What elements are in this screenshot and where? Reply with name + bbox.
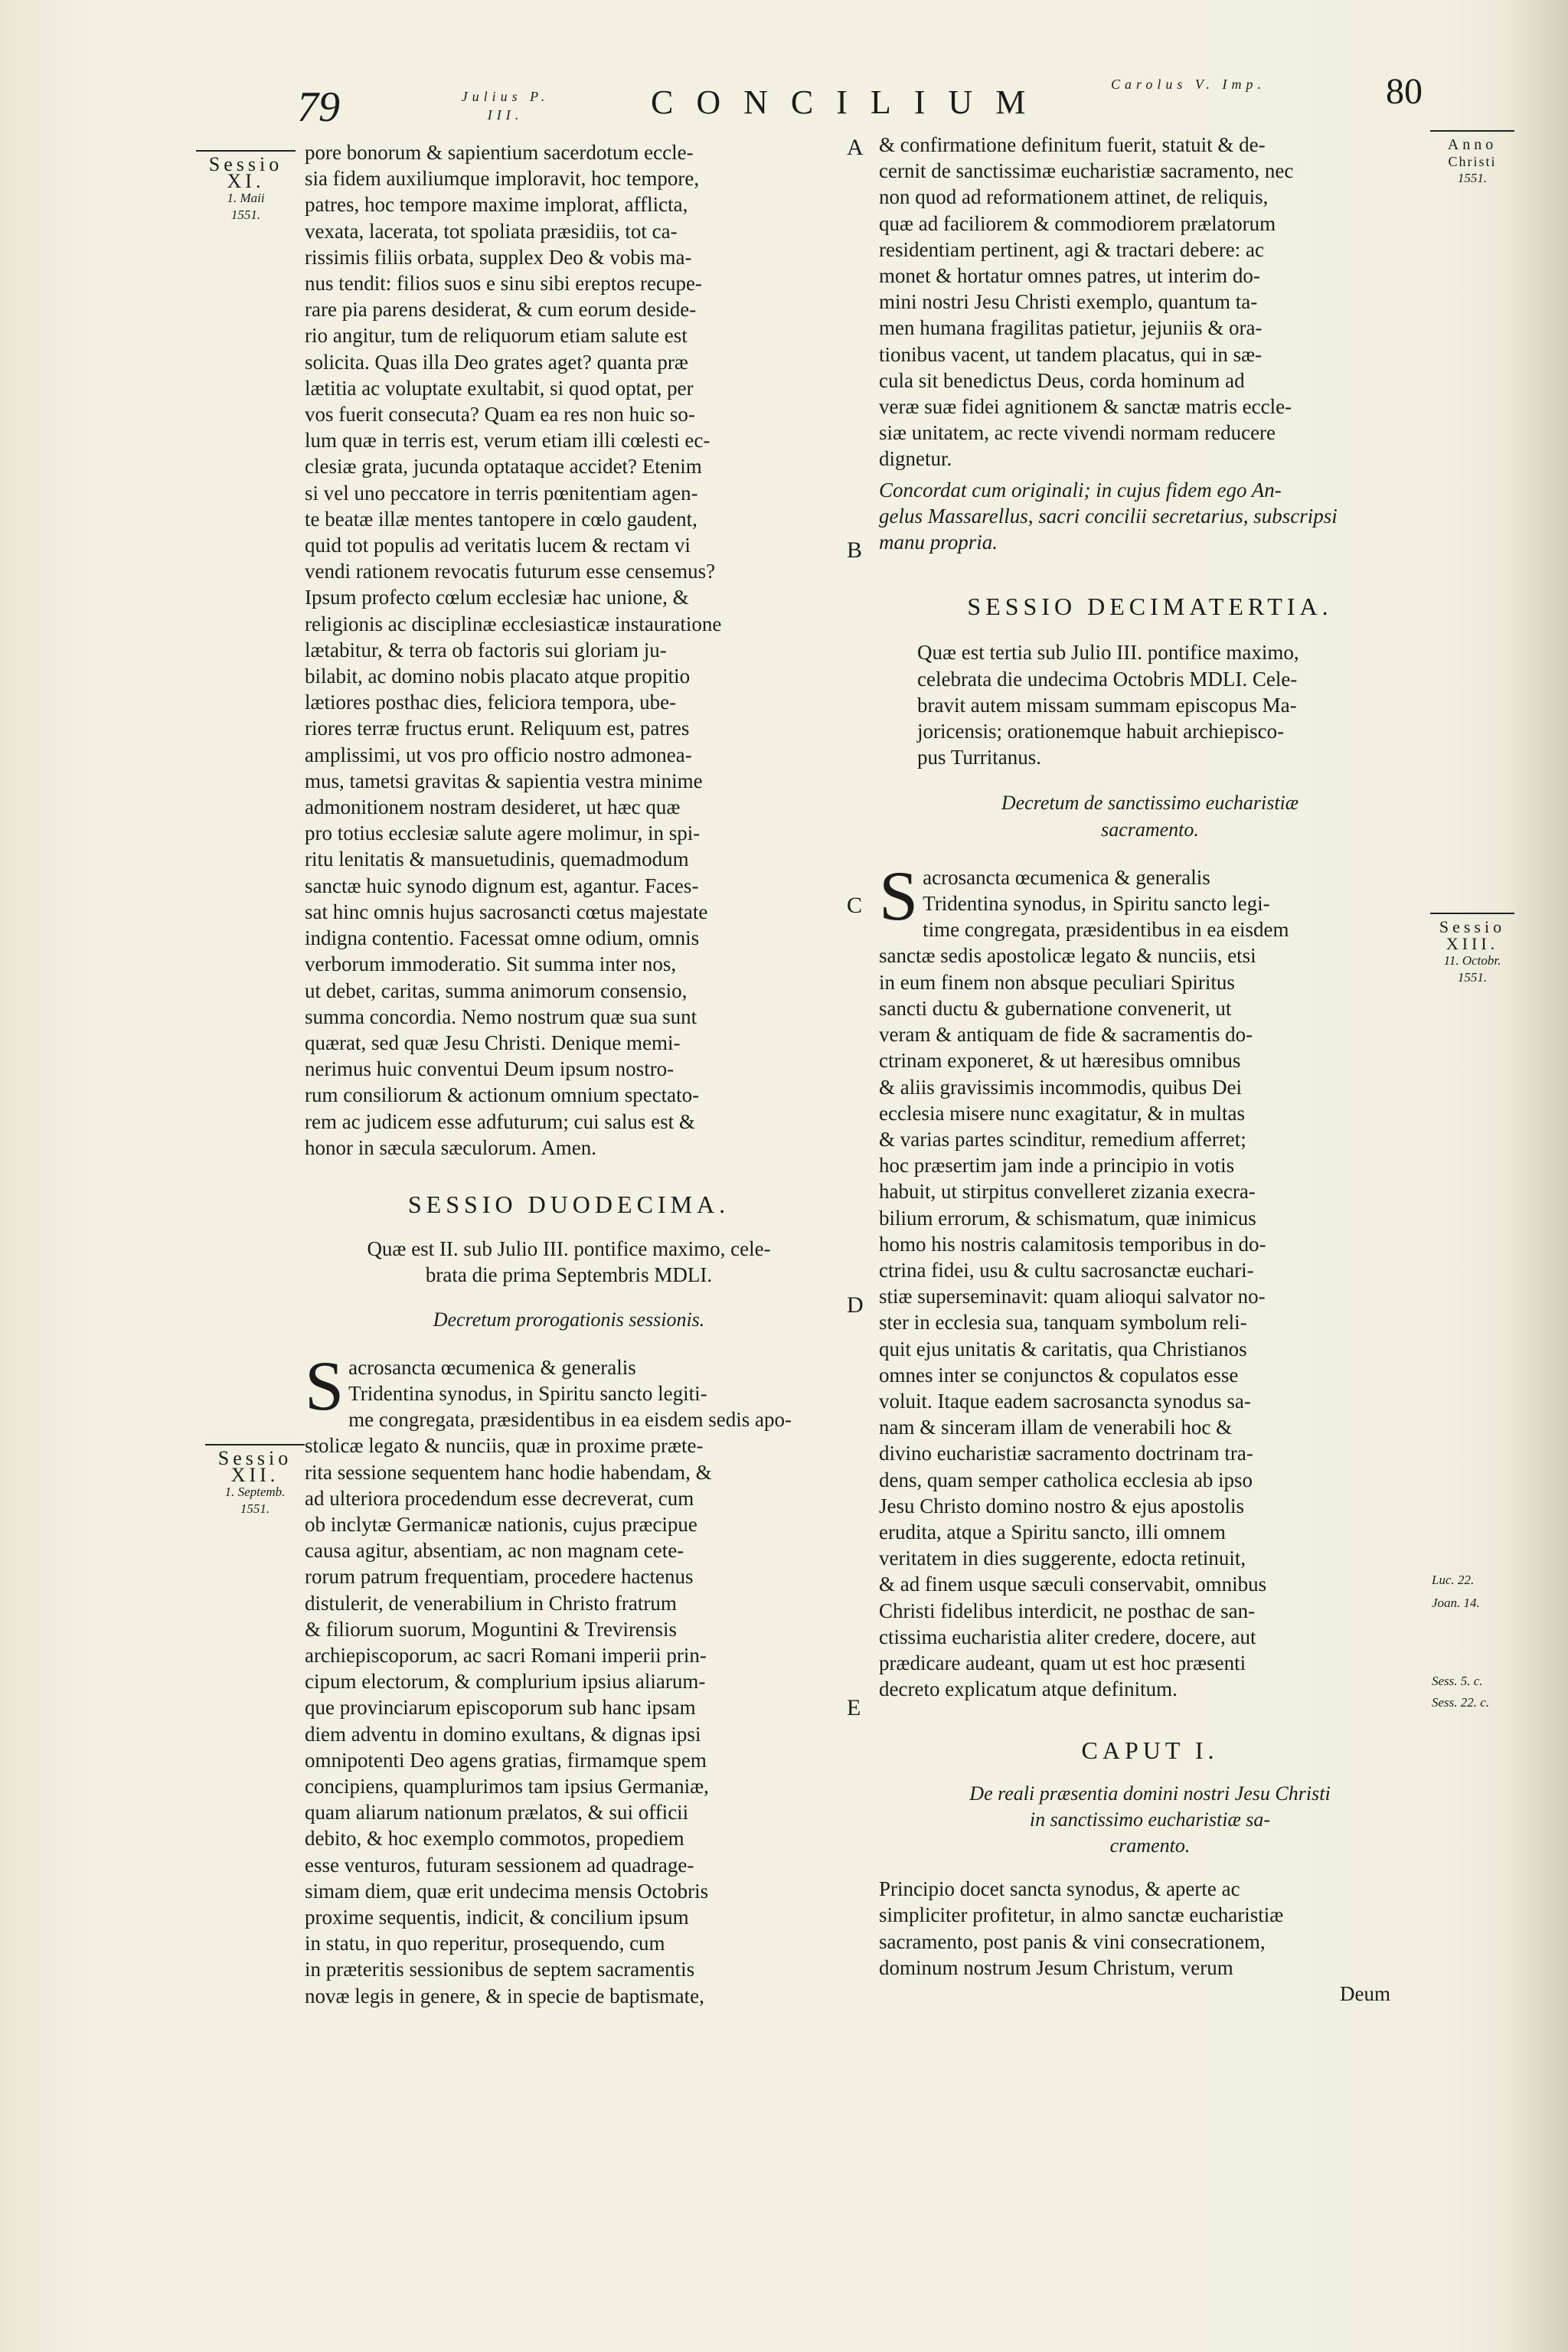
text-line: hoc præsertim jam inde a principio in votis bbox=[879, 1154, 1235, 1178]
sidenote-line: Anno bbox=[1447, 136, 1498, 153]
text-line: rissimis filiis orbata, supplex Deo & vobis ma- bbox=[305, 245, 692, 269]
citation-session-22: Sess. 22. c. bbox=[1432, 1695, 1490, 1710]
text-line: verborum immoderatio. Sit summa inter nos, bbox=[305, 952, 677, 976]
right-text-block-1 bbox=[879, 132, 1421, 472]
sidenote-session-11 bbox=[196, 150, 296, 224]
text-line: & ad finem usque sæculi conservabit, omnibus bbox=[879, 1573, 1267, 1596]
text-line: divino eucharistiæ sacramento doctrinam tra- bbox=[879, 1442, 1253, 1465]
decree-title-line: Decretum de sanctissimo eucharistiæ bbox=[1001, 792, 1299, 815]
text-line: pore bonorum & sapientium sacerdotum eccle- bbox=[305, 141, 694, 164]
text-line: stolicæ legato & nunciis, quæ in proxime præte- bbox=[305, 1434, 704, 1458]
decree-12-title: Decretum prorogationis sessionis. bbox=[433, 1308, 705, 1331]
right-column bbox=[879, 132, 1421, 2007]
text-line: vos fuerit consecuta? Quam ea res non huic so- bbox=[305, 403, 695, 426]
running-title: CONCILIUM bbox=[651, 83, 1049, 121]
sidenote-session-13 bbox=[1430, 913, 1514, 986]
text-line: cula sit benedictus Deus, corda hominum ad bbox=[879, 368, 1245, 392]
text-line: esse venturos, futuram sessionem ad quadrage- bbox=[305, 1853, 694, 1877]
margin-letter-e: E bbox=[847, 1695, 861, 1720]
text-line: simpliciter profitetur, in almo sanctæ eucharistiæ bbox=[879, 1903, 1284, 1927]
margin-letter-c: C bbox=[847, 893, 863, 918]
citation-luke: Luc. 22. bbox=[1432, 1573, 1475, 1587]
text-line: ctissima eucharistia aliter credere, docere, aut bbox=[879, 1625, 1256, 1648]
text-line: rorum patrum frequentiam, procedere hactenus bbox=[305, 1565, 694, 1589]
text-line: archiepiscoporum, ac sacri Romani imperii prin- bbox=[305, 1643, 707, 1667]
text-line: dens, quam semper catholica ecclesia ab ipso bbox=[879, 1468, 1253, 1491]
page-edge-shadow bbox=[1507, 0, 1568, 2352]
intro-line: joricensis; orationemque habuit archiepisco- bbox=[917, 720, 1285, 743]
text-line: sia fidem auxiliumque imploravit, hoc tempore, bbox=[305, 167, 700, 191]
sidenote-line: Sessio bbox=[217, 1447, 292, 1469]
margin-letter-b: B bbox=[847, 537, 863, 563]
sidenote-line: Sessio bbox=[208, 153, 283, 175]
text-line: que provinciarum episcoporum sub hanc ipsam bbox=[305, 1696, 696, 1720]
text-line: religionis ac disciplinæ ecclesiasticæ instauratione bbox=[305, 612, 722, 635]
text-line: rita sessione sequentem hanc hodie habendam, & bbox=[305, 1460, 712, 1484]
text-line: mus, tametsi gravitas & sapientia vestra minime bbox=[305, 769, 703, 792]
text-line: sacramento, post panis & vini consecrationem, bbox=[879, 1929, 1266, 1953]
text-line: erudita, atque a Spiritu sancto, illi omnem bbox=[879, 1520, 1226, 1544]
citation-john: Joan. 14. bbox=[1432, 1596, 1480, 1610]
text-line: debito, & hoc exemplo commotos, propediem bbox=[305, 1827, 684, 1851]
text-line: clesiæ grata, jucunda optataque accidet? Etenim bbox=[305, 455, 702, 479]
text-line: prædicare audeant, quam ut est hoc præsenti bbox=[879, 1651, 1246, 1674]
sidenote-line: 1. Maii bbox=[227, 191, 265, 205]
chapter-heading: CAPUT I. bbox=[1081, 1736, 1219, 1765]
text-line: quærat, sed quæ Jesu Christi. Denique memi- bbox=[305, 1031, 681, 1054]
text-line: monet & hortatur omnes patres, ut interim do- bbox=[879, 264, 1260, 288]
text-line: pro totius ecclesiæ salute agere molimur, in spi- bbox=[305, 822, 701, 845]
text-line: time congregata, præsidentibus in ea eisdem bbox=[923, 918, 1289, 942]
dropcap-s-12: S bbox=[305, 1346, 345, 1425]
sidenote-session-12 bbox=[205, 1444, 305, 1517]
text-line: vexata, lacerata, tot spoliata præsidiis, tot ca- bbox=[305, 219, 678, 243]
signature-line: manu propria. bbox=[879, 531, 998, 554]
pope-header: Julius P. III. bbox=[461, 89, 550, 122]
text-line: decreto explicatum atque definitum. bbox=[879, 1677, 1178, 1701]
sidenote-rule bbox=[1430, 130, 1514, 132]
text-line: distulerit, de venerabilium in Christo fratrum bbox=[305, 1591, 677, 1615]
sidenote-rule bbox=[196, 150, 296, 152]
text-line: dignetur. bbox=[879, 447, 952, 471]
text-line: simam diem, quæ erit undecima mensis Octobris bbox=[305, 1879, 709, 1903]
heading-session-12: SESSIO DUODECIMA. bbox=[407, 1190, 730, 1218]
text-line: concipiens, quamplurimos tam ipsius Germaniæ, bbox=[305, 1774, 709, 1798]
intro-line: pus Turritanus. bbox=[917, 746, 1042, 769]
text-line: in præteritis sessionibus de septem sacramentis bbox=[305, 1958, 695, 1981]
text-line: admonitionem nostram desideret, ut hæc quæ bbox=[305, 795, 681, 819]
text-line: rare pia parens desiderat, & cum eorum deside- bbox=[305, 298, 697, 322]
text-line: patres, hoc tempore maxime implorat, afflicta, bbox=[305, 193, 688, 217]
margin-letter-d: D bbox=[847, 1292, 864, 1318]
text-line: riores terræ fructus erunt. Reliquum est, patres bbox=[305, 717, 690, 740]
text-line: mini nostri Jesu Christi exemplo, quantum ta- bbox=[879, 290, 1258, 314]
signature-line: Concordat cum originali; in cujus fidem ego An- bbox=[879, 478, 1282, 501]
page-number-right: 80 bbox=[1386, 71, 1423, 112]
text-line: cernit de sanctissimæ eucharistiæ sacramento, nec bbox=[879, 159, 1294, 183]
text-line: si vel uno peccatore in terris pœnitentiam agen- bbox=[305, 481, 698, 505]
sidenote-line: Christi bbox=[1448, 154, 1497, 169]
text-line: proxime sequentis, indicit, & concilium ipsum bbox=[305, 1906, 689, 1929]
text-line: rio angitur, tum de reliquorum etiam salute est bbox=[305, 324, 688, 348]
text-line: & confirmatione definitum fuerit, statuit & de- bbox=[879, 133, 1266, 156]
intro-line: bravit autem missam summam episcopus Ma- bbox=[917, 693, 1297, 717]
text-line: & filiorum suorum, Moguntini & Trevirensis bbox=[305, 1617, 678, 1641]
text-line: bilabit, ac domino nobis placato atque propitio bbox=[305, 665, 691, 688]
text-line: sanctæ huic synodo dignum est, agantur. Faces- bbox=[305, 874, 699, 897]
sidenote-line: 1551. bbox=[240, 1501, 270, 1516]
text-line: acrosancta œcumenica & generalis bbox=[923, 865, 1210, 889]
sidenote-line: 11. Octobr. bbox=[1443, 953, 1501, 968]
text-line: solicita. Quas illa Deo grates aget? quanta præ bbox=[305, 350, 688, 374]
text-line: Tridentina synodus, in Spiritu sancto legiti- bbox=[348, 1381, 707, 1405]
catchword: Deum bbox=[1340, 1982, 1390, 2005]
decree-title-line: sacramento. bbox=[1101, 818, 1199, 841]
chapter-body bbox=[879, 1876, 1421, 1981]
sidenote-line: 1551. bbox=[1457, 171, 1488, 185]
text-line: Ipsum profecto cœlum ecclesiæ hac unione, & bbox=[305, 586, 689, 609]
dropcap-s-13: S bbox=[879, 856, 919, 935]
chapter-title bbox=[879, 1781, 1421, 1860]
text-line: ob inclytæ Germanicæ nationis, cujus præcipue bbox=[305, 1512, 697, 1536]
text-line: rum consiliorum & actionum omnium spectato- bbox=[305, 1083, 700, 1107]
sidenote-line: XII. bbox=[230, 1464, 279, 1486]
sidenote-rule bbox=[205, 1444, 305, 1446]
signature-line: gelus Massarellus, sacri concilii secretarius, subscripsi bbox=[879, 504, 1338, 528]
text-line: voluit. Itaque eadem sacrosancta synodus sa- bbox=[879, 1389, 1251, 1413]
text-line: & aliis gravissimis incommodis, quibus Dei bbox=[879, 1075, 1242, 1099]
sidenote-line: XI. bbox=[227, 170, 265, 192]
sidenote-line: 1551. bbox=[1457, 970, 1488, 985]
sidenote-rule bbox=[1430, 913, 1514, 914]
signature-block bbox=[879, 477, 1421, 556]
text-line: ctrina fidei, usu & cultu sacrosanctæ euchari- bbox=[879, 1258, 1254, 1282]
text-line: lætiores posthac dies, feliciora tempora, ube- bbox=[305, 691, 677, 714]
decree-12-body bbox=[305, 1346, 833, 2009]
text-line: cipum electorum, & complurium ipsius aliarum- bbox=[305, 1670, 706, 1694]
text-line: siæ unitatem, ac recte vivendi normam reducere bbox=[879, 421, 1276, 445]
text-line: summa concordia. Nemo nostrum quæ sua sunt bbox=[305, 1004, 697, 1028]
text-line: stiæ superseminavit: quam alioqui salvator no- bbox=[879, 1285, 1266, 1308]
text-line: quæ ad faciliorem & commodiorem prælatorum bbox=[879, 211, 1276, 235]
text-line: honor in sæcula sæculorum. Amen. bbox=[305, 1135, 596, 1159]
text-line: quam aliarum nationum prælatos, & sui officii bbox=[305, 1801, 689, 1824]
chapter-title-line: De reali præsentia domini nostri Jesu Christi bbox=[969, 1782, 1331, 1805]
left-text-block-1 bbox=[305, 139, 833, 1161]
text-line: tionibus vacent, ut tandem placatus, qui in sæ- bbox=[879, 342, 1263, 366]
session-13-intro bbox=[879, 639, 1421, 770]
text-line: acrosancta œcumenica & generalis bbox=[348, 1355, 636, 1379]
text-line: nam & sinceram illam de venerabili hoc & bbox=[879, 1416, 1233, 1439]
left-text-block-2 bbox=[305, 1346, 833, 2009]
decree-13-title bbox=[879, 790, 1421, 842]
sidenote-line: Sessio bbox=[1439, 917, 1506, 936]
intro-line: celebrata die undecima Octobris MDLI. Cele- bbox=[917, 667, 1298, 691]
text-line: novæ legis in genere, & in specie de baptismate, bbox=[305, 1984, 704, 2007]
text-line: ritu lenitatis & mansuetudinis, quemadmodum bbox=[305, 848, 689, 871]
decree-13-body bbox=[879, 856, 1421, 1703]
text-line: te beatæ illæ mentes tantopere in cœlo gaudent, bbox=[305, 507, 697, 531]
text-line: ad ulteriora procedendum esse decreverat, cum bbox=[305, 1486, 694, 1510]
text-line: vendi rationem revocatis futurum esse censemus? bbox=[305, 560, 716, 583]
text-line: indigna contentio. Facessat omne odium, omnis bbox=[305, 926, 700, 950]
intro-line: brata die prima Septembris MDLI. bbox=[425, 1263, 713, 1287]
text-line: quit ejus unitatis & caritatis, qua Christianos bbox=[879, 1337, 1247, 1361]
right-text-block-2 bbox=[879, 856, 1421, 1703]
left-column bbox=[305, 139, 833, 2009]
text-line: veritatem in dies suggerente, edocta retinuit, bbox=[879, 1547, 1246, 1570]
text-line: sanctæ sedis apostolicæ legato & nunciis, etsi bbox=[879, 944, 1256, 968]
text-line: bilium errorum, & schismatum, quæ inimicus bbox=[879, 1206, 1256, 1230]
text-line: omnes inter se conjunctos & copulatos esse bbox=[879, 1363, 1239, 1387]
text-line: non quod ad reformationem attinet, de reliquis, bbox=[879, 185, 1269, 209]
text-line: men humana fragilitas patietur, jejuniis & ora- bbox=[879, 316, 1263, 340]
citation-session-5: Sess. 5. c. bbox=[1432, 1674, 1483, 1688]
text-line: sat hinc omnis hujus sacrosancti cœtus majestate bbox=[305, 900, 708, 923]
text-line: Jesu Christo domino nostro & ejus apostolis bbox=[879, 1494, 1245, 1517]
text-line: lætabitur, & terra ob factoris sui gloriam ju- bbox=[305, 638, 667, 662]
margin-letter-a: A bbox=[847, 135, 864, 160]
text-line: in statu, in quo reperitur, prosequendo, cum bbox=[305, 1932, 665, 1955]
intro-line: Quæ est tertia sub Julio III. pontifice maximo, bbox=[917, 641, 1299, 665]
heading-session-13: SESSIO DECIMATERTIA. bbox=[967, 593, 1333, 621]
session-12-intro bbox=[305, 1236, 833, 1288]
text-line: Christi fidelibus interdicit, ne posthac de san- bbox=[879, 1599, 1256, 1622]
text-line: Principio docet sancta synodus, & aperte ac bbox=[879, 1877, 1240, 1901]
text-line: nus tendit: filios suos e sinu sibi ereptos recupe- bbox=[305, 272, 702, 296]
text-line: causa agitur, absentiam, ac non magnam cete- bbox=[305, 1539, 684, 1563]
intro-line: Quæ est II. sub Julio III. pontifice maximo, cele- bbox=[367, 1237, 771, 1261]
sidenote-line: 1551. bbox=[230, 207, 261, 222]
text-line: me congregata, præsidentibus in ea eisdem sedis apo- bbox=[348, 1408, 792, 1432]
text-line: residentiam pertinent, agi & tractari debere: ac bbox=[879, 237, 1265, 261]
text-line: & varias partes scinditur, remedium afferret; bbox=[879, 1127, 1246, 1151]
text-line: ecclesia misere nunc exagitatur, & in multas bbox=[879, 1101, 1245, 1125]
text-line: ster in ecclesia sua, tanquam symbolum reli- bbox=[879, 1311, 1247, 1334]
text-line: sancti ductu & gubernatione convenerit, ut bbox=[879, 996, 1232, 1020]
text-line: Tridentina synodus, in Spiritu sancto legi- bbox=[923, 892, 1270, 916]
sidenote-line: XIII. bbox=[1446, 934, 1499, 953]
chapter-title-line: cramento. bbox=[1109, 1834, 1191, 1857]
text-line: homo his nostris calamitosis temporibus in do- bbox=[879, 1232, 1266, 1256]
page-number-left: 79 bbox=[297, 83, 340, 131]
emperor-header: Carolus V. Imp. bbox=[1110, 77, 1266, 92]
text-line: ut debet, caritas, summa animorum consensio, bbox=[305, 978, 688, 1002]
sidenote-line: 1. Septemb. bbox=[224, 1485, 286, 1499]
text-line: ctrinam exponeret, & ut hæresibus omnibus bbox=[879, 1049, 1241, 1073]
text-line: diem adventu in domino exultans, & dignas ipsi bbox=[305, 1722, 701, 1746]
text-line: lum quæ in terris est, verum etiam illi cœlesti ec- bbox=[305, 429, 710, 452]
text-line: habuit, ut stirpitus convelleret zizania execra- bbox=[879, 1180, 1256, 1204]
text-line: amplissimi, ut vos pro officio nostro admonea- bbox=[305, 743, 692, 766]
chapter-title-line: in sanctissimo eucharistiæ sa- bbox=[1029, 1808, 1271, 1831]
text-line: quid tot populis ad veritatis lucem & rectam vi bbox=[305, 534, 691, 557]
sidenote-anno-christi bbox=[1430, 130, 1514, 187]
text-line: veræ suæ fidei agnitionem & sanctæ matris eccle- bbox=[879, 395, 1292, 419]
text-line: omnipotenti Deo agens gratias, firmamque spem bbox=[305, 1748, 707, 1772]
text-line: veram & antiquam de fide & sacramentis do- bbox=[879, 1023, 1253, 1047]
text-line: in eum finem non absque peculiari Spiritus bbox=[879, 970, 1235, 994]
text-line: lætitia ac voluptate exultabit, si quod optat, per bbox=[305, 376, 694, 400]
text-line: nerimus huic conventui Deum ipsum nostro- bbox=[305, 1057, 675, 1081]
text-line: dominum nostrum Jesum Christum, verum bbox=[879, 1955, 1233, 1979]
text-line: rem ac judicem esse adfuturum; cui salus est & bbox=[305, 1109, 695, 1133]
